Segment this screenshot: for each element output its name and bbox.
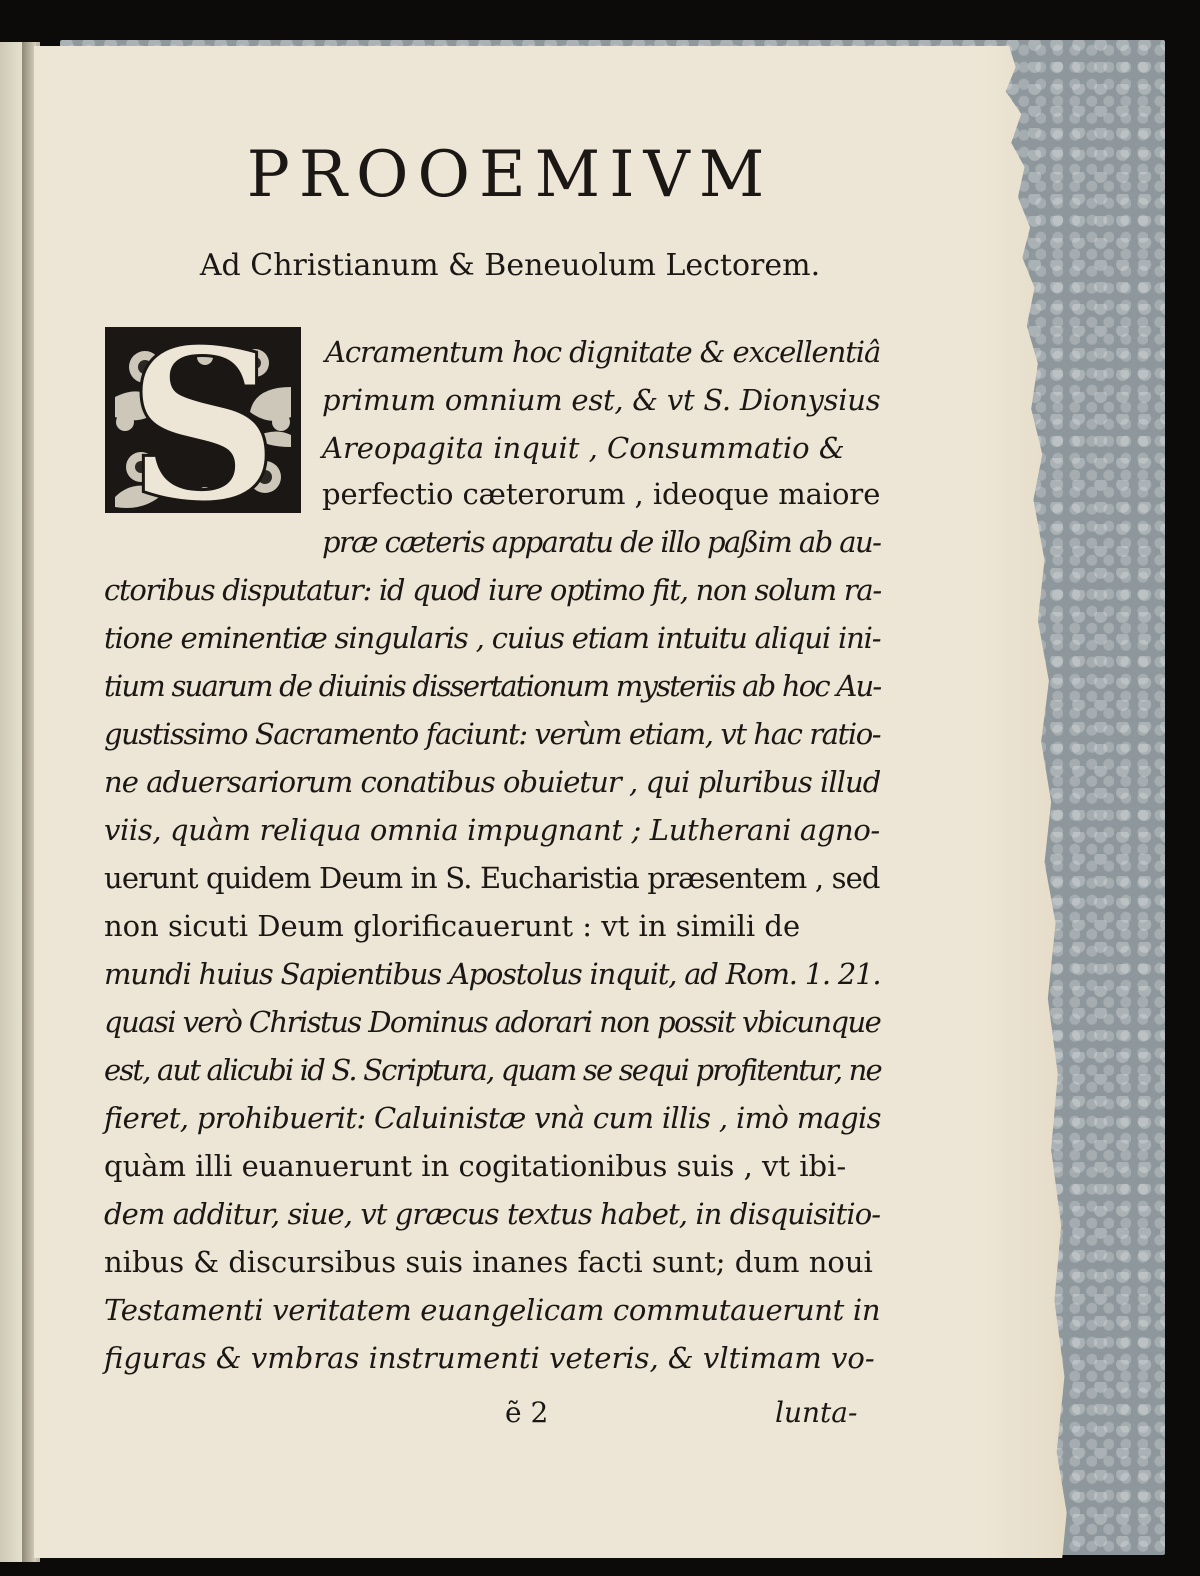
ornamental-initial xyxy=(105,327,301,513)
text-line: Areopagita inquit , Consummatio & xyxy=(322,431,845,465)
text-line: fieret, prohibuerit: Caluinistæ vnà cum illis , imò magis xyxy=(104,1101,881,1135)
catchword: lunta- xyxy=(775,1396,858,1429)
text-line: est, aut alicubi id S. Scriptura, quam se sequi profitentur, ne xyxy=(104,1053,881,1087)
text-line: ctoribus disputatur: id quod iure optimo fit, non solum ra- xyxy=(104,573,881,607)
text-line: quasi verò Christus Dominus adorari non possit vbicunque xyxy=(104,1005,881,1039)
text-line: uerunt quidem Deum in S. Eucharistia præsentem , sed xyxy=(104,861,880,895)
text-line: non sicuti Deum glorificauerunt : vt in simili de xyxy=(104,909,801,943)
text-line: tione eminentiæ singularis , cuius etiam intuitu aliqui ini- xyxy=(104,621,881,655)
text-line: quàm illi euanuerunt in cogitationibus suis , vt ibi- xyxy=(104,1149,847,1183)
signature-mark: ẽ 2 xyxy=(505,1396,549,1429)
initial-letter: S xyxy=(127,327,279,513)
text-line: gustissimo Sacramento faciunt: verùm etiam, vt hac ratio- xyxy=(104,717,881,751)
text-line: dem additur, siue, vt græcus textus habet, in disquisitio- xyxy=(104,1197,881,1231)
text-line: perfectio cæterorum , ideoque maiore xyxy=(322,477,881,511)
text-line: Acramentum hoc dignitate & excellentiâ xyxy=(325,335,881,369)
page-subtitle: Ad Christianum & Beneuolum Lectorem. xyxy=(199,248,821,283)
text-line: tium suarum de diuinis dissertationum mysteriis ab hoc Au- xyxy=(104,669,881,703)
text-line: figuras & vmbras instrumenti veteris, & vltimam vo- xyxy=(104,1341,875,1375)
text-line: ne aduersariorum conatibus obuietur , qui pluribus illud xyxy=(104,765,881,799)
text-line: præ cæteris apparatu de illo paßim ab au- xyxy=(322,525,881,559)
text-line: mundi huius Sapientibus Apostolus inquit, ad Rom. 1. 21. xyxy=(104,957,881,991)
text-line: viis, quàm reliqua omnia impugnant ; Lutherani agno- xyxy=(104,813,880,847)
text-line: primum omnium est, & vt S. Dionysius xyxy=(322,383,881,417)
text-line: nibus & discursibus suis inanes facti sunt; dum noui xyxy=(104,1245,873,1279)
page-title: PROOEMIVM xyxy=(246,138,774,212)
text-line: Testamenti veritatem euangelicam commutauerunt in xyxy=(104,1293,881,1327)
